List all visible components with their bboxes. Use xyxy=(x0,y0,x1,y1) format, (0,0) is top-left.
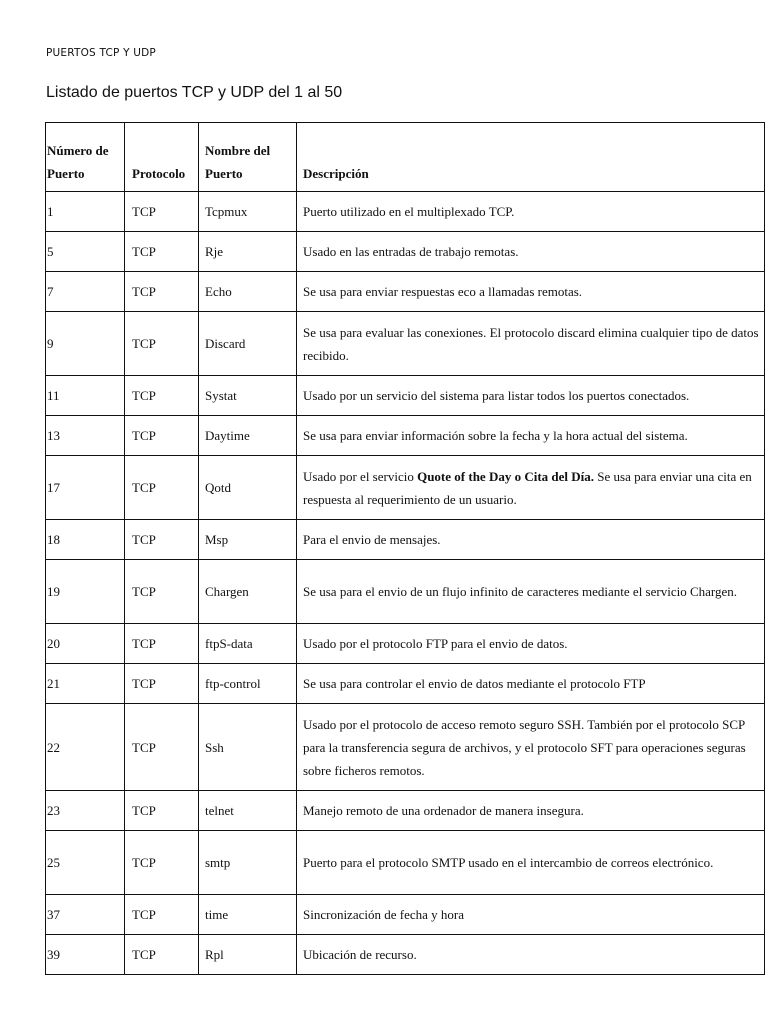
port-protocol: TCP xyxy=(125,272,199,312)
port-protocol: TCP xyxy=(125,895,199,935)
column-header-description: Descripción xyxy=(297,123,765,192)
port-number: 23 xyxy=(46,791,125,831)
table-row xyxy=(46,456,765,520)
port-number: 17 xyxy=(46,456,125,520)
port-description: Para el envio de mensajes. xyxy=(297,520,765,560)
port-description: Se usa para enviar respuestas eco a llamadas remotas. xyxy=(297,272,765,312)
port-number: 19 xyxy=(46,560,125,624)
ports-table xyxy=(45,122,765,975)
port-number: 25 xyxy=(46,831,125,895)
document-header: PUERTOS TCP Y UDP xyxy=(46,47,156,59)
port-number: 37 xyxy=(46,895,125,935)
port-name: Ssh xyxy=(199,704,297,791)
port-name: Discard xyxy=(199,312,297,376)
port-protocol: TCP xyxy=(125,232,199,272)
port-number: 13 xyxy=(46,416,125,456)
port-name: Echo xyxy=(199,272,297,312)
table-row xyxy=(46,791,765,831)
port-number: 21 xyxy=(46,664,125,704)
port-number: 9 xyxy=(46,312,125,376)
port-name: Rpl xyxy=(199,935,297,975)
port-name: Msp xyxy=(199,520,297,560)
port-protocol: TCP xyxy=(125,664,199,704)
port-name: telnet xyxy=(199,791,297,831)
table-row xyxy=(46,704,765,791)
port-protocol: TCP xyxy=(125,831,199,895)
port-protocol: TCP xyxy=(125,560,199,624)
port-protocol: TCP xyxy=(125,704,199,791)
table-row xyxy=(46,376,765,416)
column-header-name: Nombre del Puerto xyxy=(199,123,297,192)
column-header-number: Número de Puerto xyxy=(46,123,125,192)
column-header-protocol: Protocolo xyxy=(125,123,199,192)
table-row xyxy=(46,272,765,312)
port-number: 39 xyxy=(46,935,125,975)
description-text: Se usa para enviar una cita en respuesta al requerimiento de un usuario. xyxy=(303,468,752,507)
table-row xyxy=(46,416,765,456)
table-row xyxy=(46,624,765,664)
page-title: Listado de puertos TCP y UDP del 1 al 50 xyxy=(46,84,343,101)
port-description: Se usa para el envio de un flujo infinito de caracteres mediante el servicio Chargen. xyxy=(297,560,765,624)
port-name: ftp-control xyxy=(199,664,297,704)
table-row xyxy=(46,232,765,272)
port-protocol: TCP xyxy=(125,376,199,416)
table-row xyxy=(46,560,765,624)
port-protocol: TCP xyxy=(125,624,199,664)
port-description: Usado en las entradas de trabajo remotas. xyxy=(297,232,765,272)
port-protocol: TCP xyxy=(125,312,199,376)
port-description: Ubicación de recurso. xyxy=(297,935,765,975)
port-description: Usado por el protocolo FTP para el envio de datos. xyxy=(297,624,765,664)
port-protocol: TCP xyxy=(125,192,199,232)
table-row xyxy=(46,895,765,935)
port-description: Sincronización de fecha y hora xyxy=(297,895,765,935)
service-name-bold: Quote of the Day o Cita del Día. xyxy=(417,468,595,484)
table-row xyxy=(46,664,765,704)
table-header-row xyxy=(46,123,765,192)
port-description: Se usa para controlar el envio de datos mediante el protocolo FTP xyxy=(297,664,765,704)
port-protocol: TCP xyxy=(125,520,199,560)
port-number: 20 xyxy=(46,624,125,664)
port-name: Qotd xyxy=(199,456,297,520)
port-name: Daytime xyxy=(199,416,297,456)
port-name: ftpS-data xyxy=(199,624,297,664)
description-text: Usado por el servicio xyxy=(303,468,418,484)
table-row xyxy=(46,831,765,895)
port-number: 1 xyxy=(46,192,125,232)
port-description: Usado por el protocolo de acceso remoto seguro SSH. También por el protocolo SCP para la transferencia segura de archivos, y el protocolo SFT para operaciones seguras sobre ficheros remotos. xyxy=(297,704,765,791)
table-row xyxy=(46,192,765,232)
table-row xyxy=(46,520,765,560)
port-description: Manejo remoto de una ordenador de manera insegura. xyxy=(297,791,765,831)
table-row xyxy=(46,312,765,376)
port-description: Puerto para el protocolo SMTP usado en el intercambio de correos electrónico. xyxy=(297,831,765,895)
port-protocol: TCP xyxy=(125,416,199,456)
port-number: 5 xyxy=(46,232,125,272)
port-name: Systat xyxy=(199,376,297,416)
port-description: Puerto utilizado en el multiplexado TCP. xyxy=(297,192,765,232)
port-protocol: TCP xyxy=(125,456,199,520)
port-number: 11 xyxy=(46,376,125,416)
port-protocol: TCP xyxy=(125,791,199,831)
port-description: Usado por un servicio del sistema para listar todos los puertos conectados. xyxy=(297,376,765,416)
port-name: Rje xyxy=(199,232,297,272)
port-description: Se usa para enviar información sobre la fecha y la hora actual del sistema. xyxy=(297,416,765,456)
port-description: Se usa para evaluar las conexiones. El protocolo discard elimina cualquier tipo de datos recibido. xyxy=(297,312,765,376)
table-row xyxy=(46,935,765,975)
port-name: Tcpmux xyxy=(199,192,297,232)
port-name: time xyxy=(199,895,297,935)
port-number: 7 xyxy=(46,272,125,312)
port-name: smtp xyxy=(199,831,297,895)
port-number: 18 xyxy=(46,520,125,560)
port-description xyxy=(297,456,765,520)
port-number: 22 xyxy=(46,704,125,791)
port-name: Chargen xyxy=(199,560,297,624)
port-protocol: TCP xyxy=(125,935,199,975)
